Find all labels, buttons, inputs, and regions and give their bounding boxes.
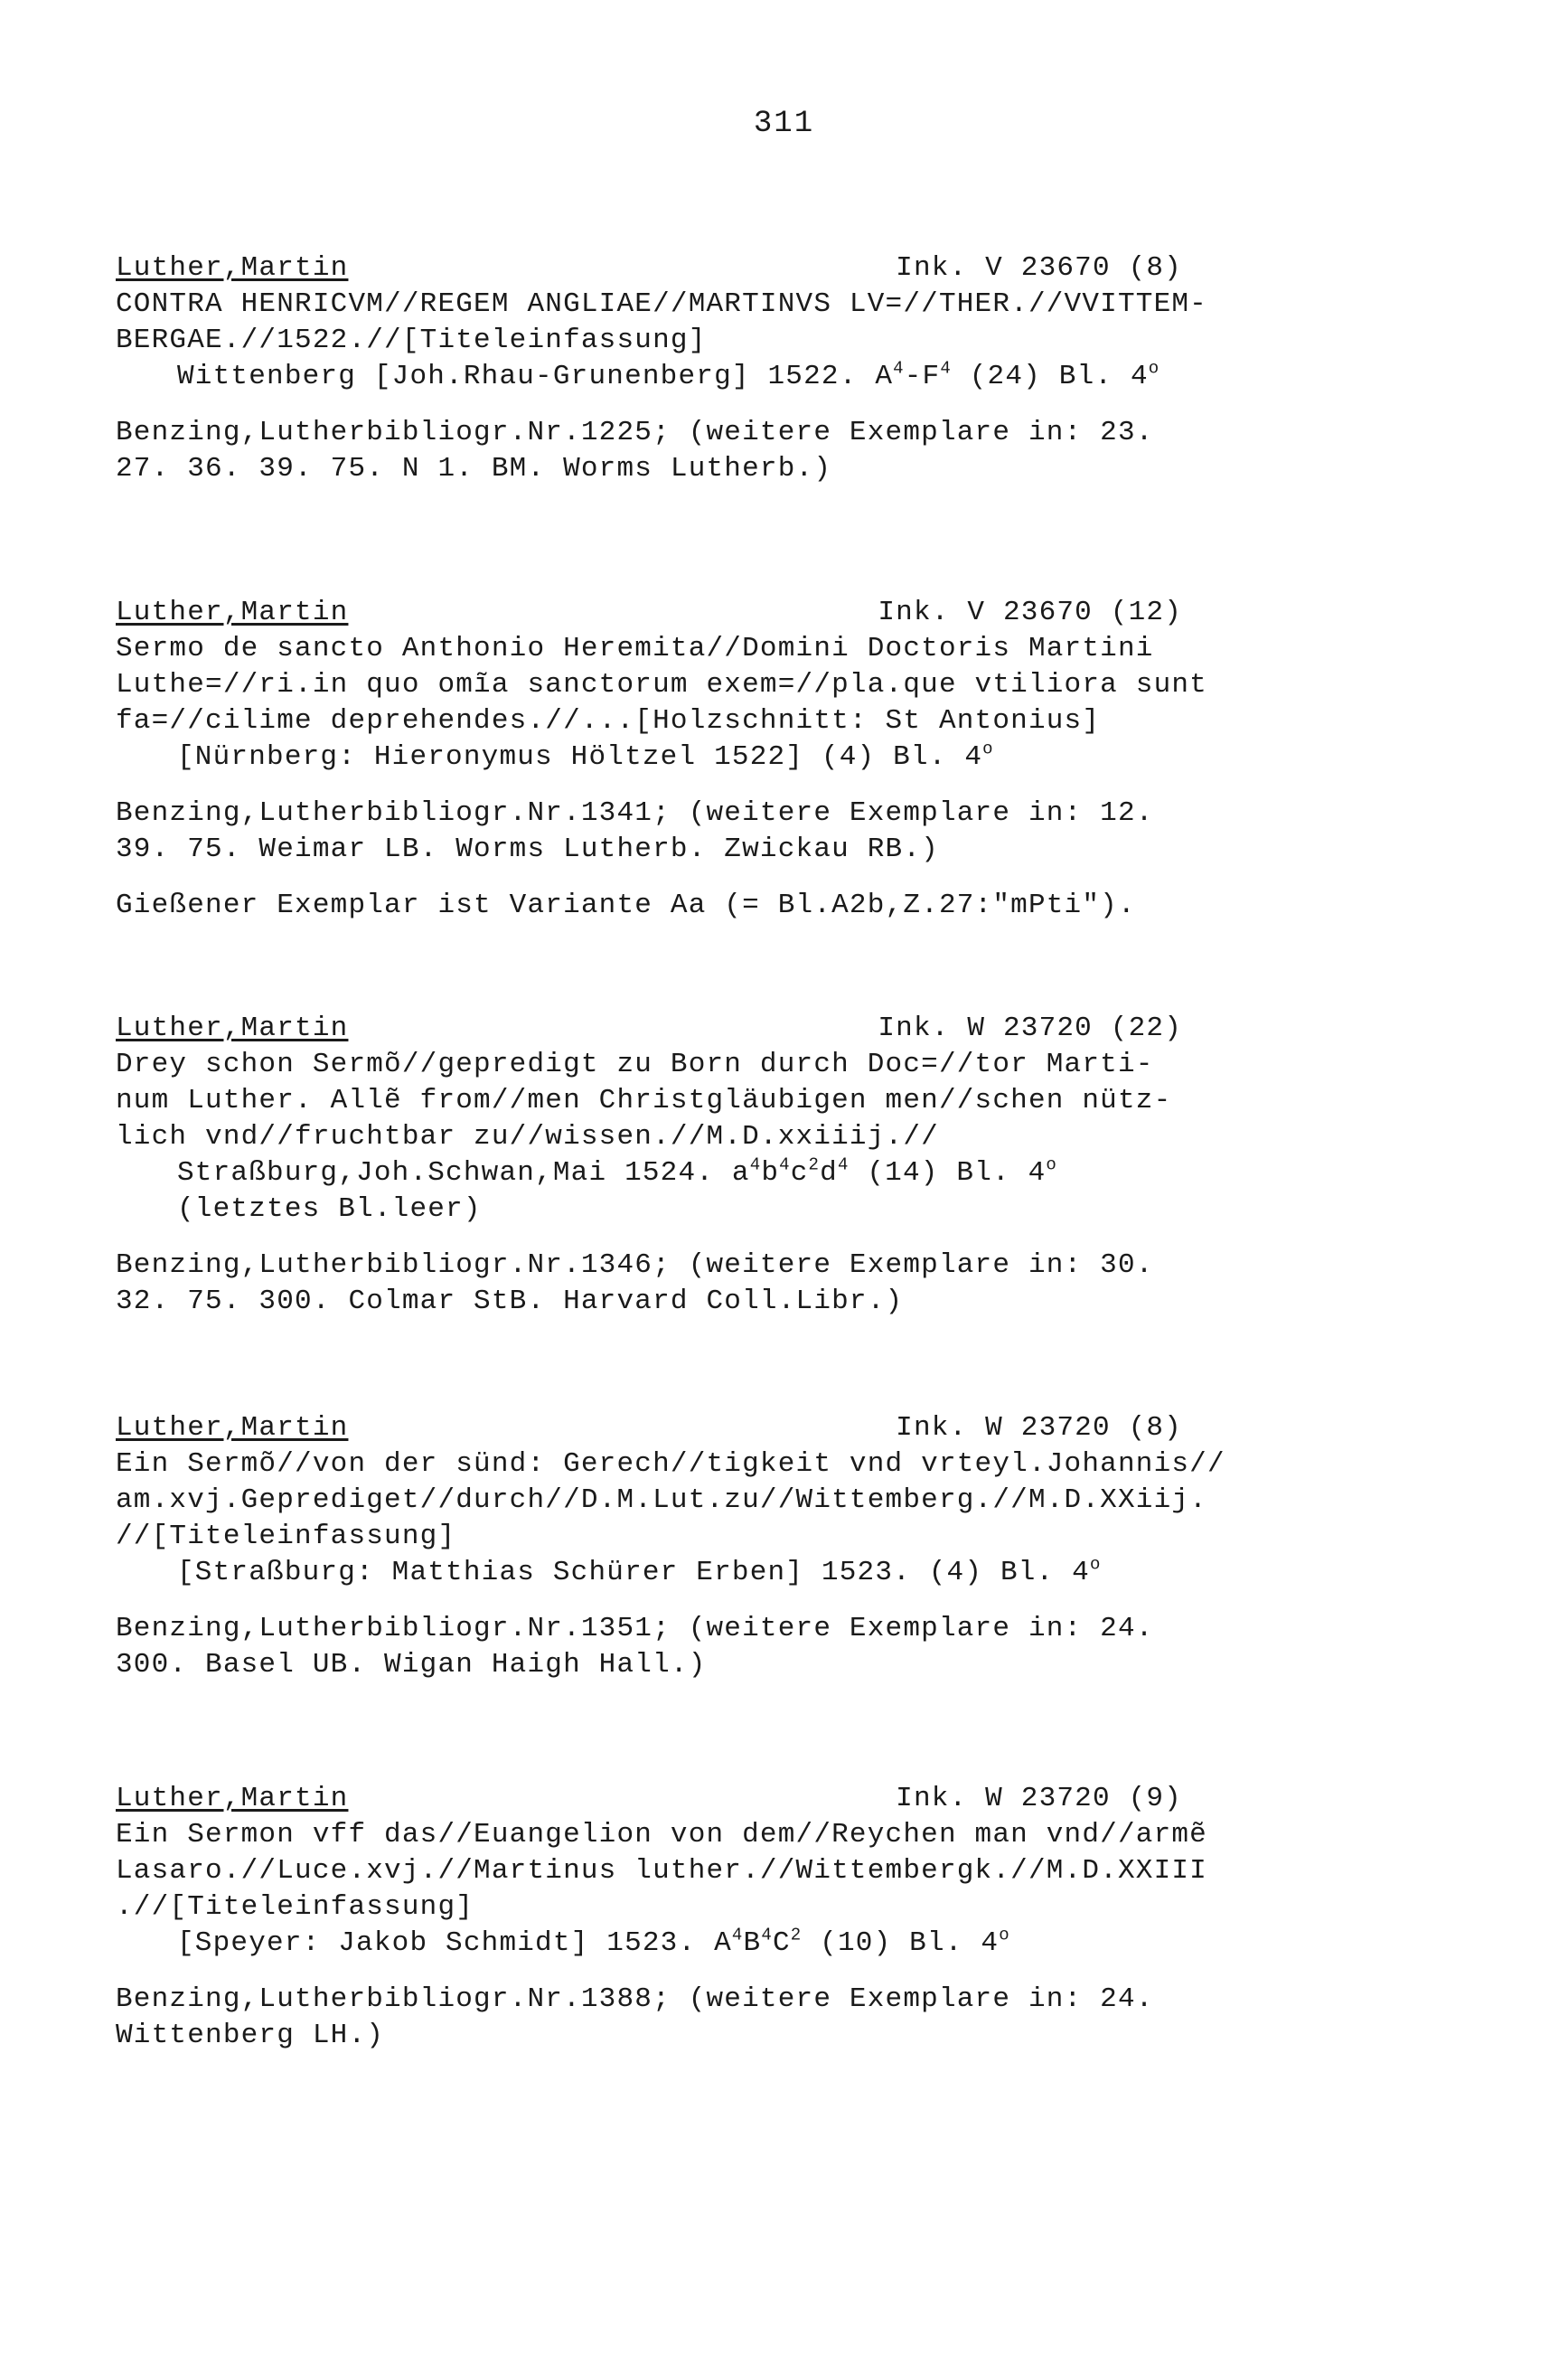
- bibliography-note: 39. 75. Weimar LB. Worms Lutherb. Zwickau RB.): [116, 834, 939, 865]
- title-line: am.xvj.Geprediget//durch//D.M.Lut.zu//Wittemberg.//M.D.XXiij.: [116, 1484, 1207, 1516]
- catalog-entry: [116, 1781, 1327, 2054]
- entry-heading: [116, 250, 1182, 287]
- catalog-entry: [116, 1011, 1327, 1320]
- title-line: BERGAE.//1522.//[Titeleinfassung]: [116, 325, 707, 356]
- shelf-mark: Ink. W 23720 (8): [896, 1412, 1182, 1444]
- imprint-line: Wittenberg [Joh.Rhau-Grunenberg] 1522. $A^4-F^4$ (24) Bl. 4$^o$: [177, 358, 1160, 392]
- bibliography-note: Benzing,Lutherbibliogr.Nr.1341; (weitere Exemplare in: 12.: [116, 797, 1154, 829]
- title-line: Ein Sermon vff das//Euangelion von dem//Reychen man vnd//armẽ: [116, 1819, 1207, 1851]
- entry-heading: [116, 1011, 1182, 1047]
- title-line: .//[Titeleinfassung]: [116, 1891, 474, 1923]
- bibliography-note: 27. 36. 39. 75. N 1. BM. Worms Lutherb.): [116, 453, 832, 485]
- variant-note: Gießener Exemplar ist Variante Aa (= Bl.A2b,Z.27:"mPti").: [116, 890, 1136, 921]
- catalog-entry: [116, 595, 1327, 924]
- bibliography-note: Benzing,Lutherbibliogr.Nr.1388; (weitere Exemplare in: 24.: [116, 1983, 1154, 2015]
- author-name: Luther,Martin: [116, 252, 349, 284]
- imprint-line: [Straßburg: Matthias Schürer Erben] 1523. (4) Bl. 4$^o$: [177, 1554, 1102, 1588]
- page-number: 311: [753, 107, 815, 141]
- title-line: Ein Sermõ//von der sünd: Gerech//tigkeit vnd vrteyl.Johannis//: [116, 1448, 1225, 1480]
- imprint-line: [Nürnberg: Hieronymus Höltzel 1522] (4) Bl. 4$^o$: [177, 739, 994, 773]
- bibliography-note: 32. 75. 300. Colmar StB. Harvard Coll.Libr.): [116, 1286, 904, 1317]
- bibliography-note: Benzing,Lutherbibliogr.Nr.1225; (weitere Exemplare in: 23.: [116, 417, 1154, 448]
- title-line: lich vnd//fruchtbar zu//wissen.//M.D.xxiiij.//: [116, 1121, 939, 1153]
- bibliography-note: Benzing,Lutherbibliogr.Nr.1346; (weitere Exemplare in: 30.: [116, 1249, 1154, 1281]
- bibliography-note: Benzing,Lutherbibliogr.Nr.1351; (weitere Exemplare in: 24.: [116, 1613, 1154, 1644]
- title-line: Drey schon Sermõ//gepredigt zu Born durch Doc=//tor Marti-: [116, 1049, 1154, 1080]
- title-line: Sermo de sancto Anthonio Heremita//Domini Doctoris Martini: [116, 633, 1154, 664]
- shelf-mark: Ink. W 23720 (9): [896, 1783, 1182, 1814]
- title-line: CONTRA HENRICVM//REGEM ANGLIAE//MARTINVS LV=//THER.//VVITTEM-: [116, 288, 1207, 320]
- title-line: Luthe=//ri.in quo omĩa sanctorum exem=//pla.que vtiliora sunt: [116, 669, 1207, 701]
- author-name: Luther,Martin: [116, 597, 349, 628]
- imprint-note: (letztes Bl.leer): [177, 1193, 482, 1225]
- entry-heading: [116, 595, 1182, 631]
- shelf-mark: Ink. W 23720 (22): [878, 1012, 1182, 1044]
- author-name: Luther,Martin: [116, 1012, 349, 1044]
- imprint-line: Straßburg,Joh.Schwan,Mai 1524. $a^4b^4c^2d^4$ (14) Bl. 4$^o$: [177, 1154, 1058, 1189]
- catalog-entry: [116, 250, 1327, 487]
- bibliography-note: Wittenberg LH.): [116, 2020, 385, 2051]
- imprint-line: [Speyer: Jakob Schmidt] 1523. $A^4B^4C^2$ (10) Bl. 4$^o$: [177, 1925, 1010, 1959]
- title-line: num Luther. Allẽ from//men Christgläubigen men//schen nütz-: [116, 1085, 1172, 1116]
- author-name: Luther,Martin: [116, 1412, 349, 1444]
- shelf-mark: Ink. V 23670 (8): [896, 252, 1182, 284]
- bibliography-note: 300. Basel UB. Wigan Haigh Hall.): [116, 1649, 707, 1681]
- title-line: fa=//cilime deprehendes.//...[Holzschnitt: St Antonius]: [116, 705, 1101, 737]
- entry-heading: [116, 1410, 1182, 1446]
- shelf-mark: Ink. V 23670 (12): [878, 597, 1182, 628]
- title-line: Lasaro.//Luce.xvj.//Martinus luther.//Wittembergk.//M.D.XXIII: [116, 1855, 1207, 1887]
- catalog-entry: [116, 1410, 1327, 1683]
- entry-heading: [116, 1781, 1182, 1817]
- title-line: //[Titeleinfassung]: [116, 1521, 456, 1552]
- author-name: Luther,Martin: [116, 1783, 349, 1814]
